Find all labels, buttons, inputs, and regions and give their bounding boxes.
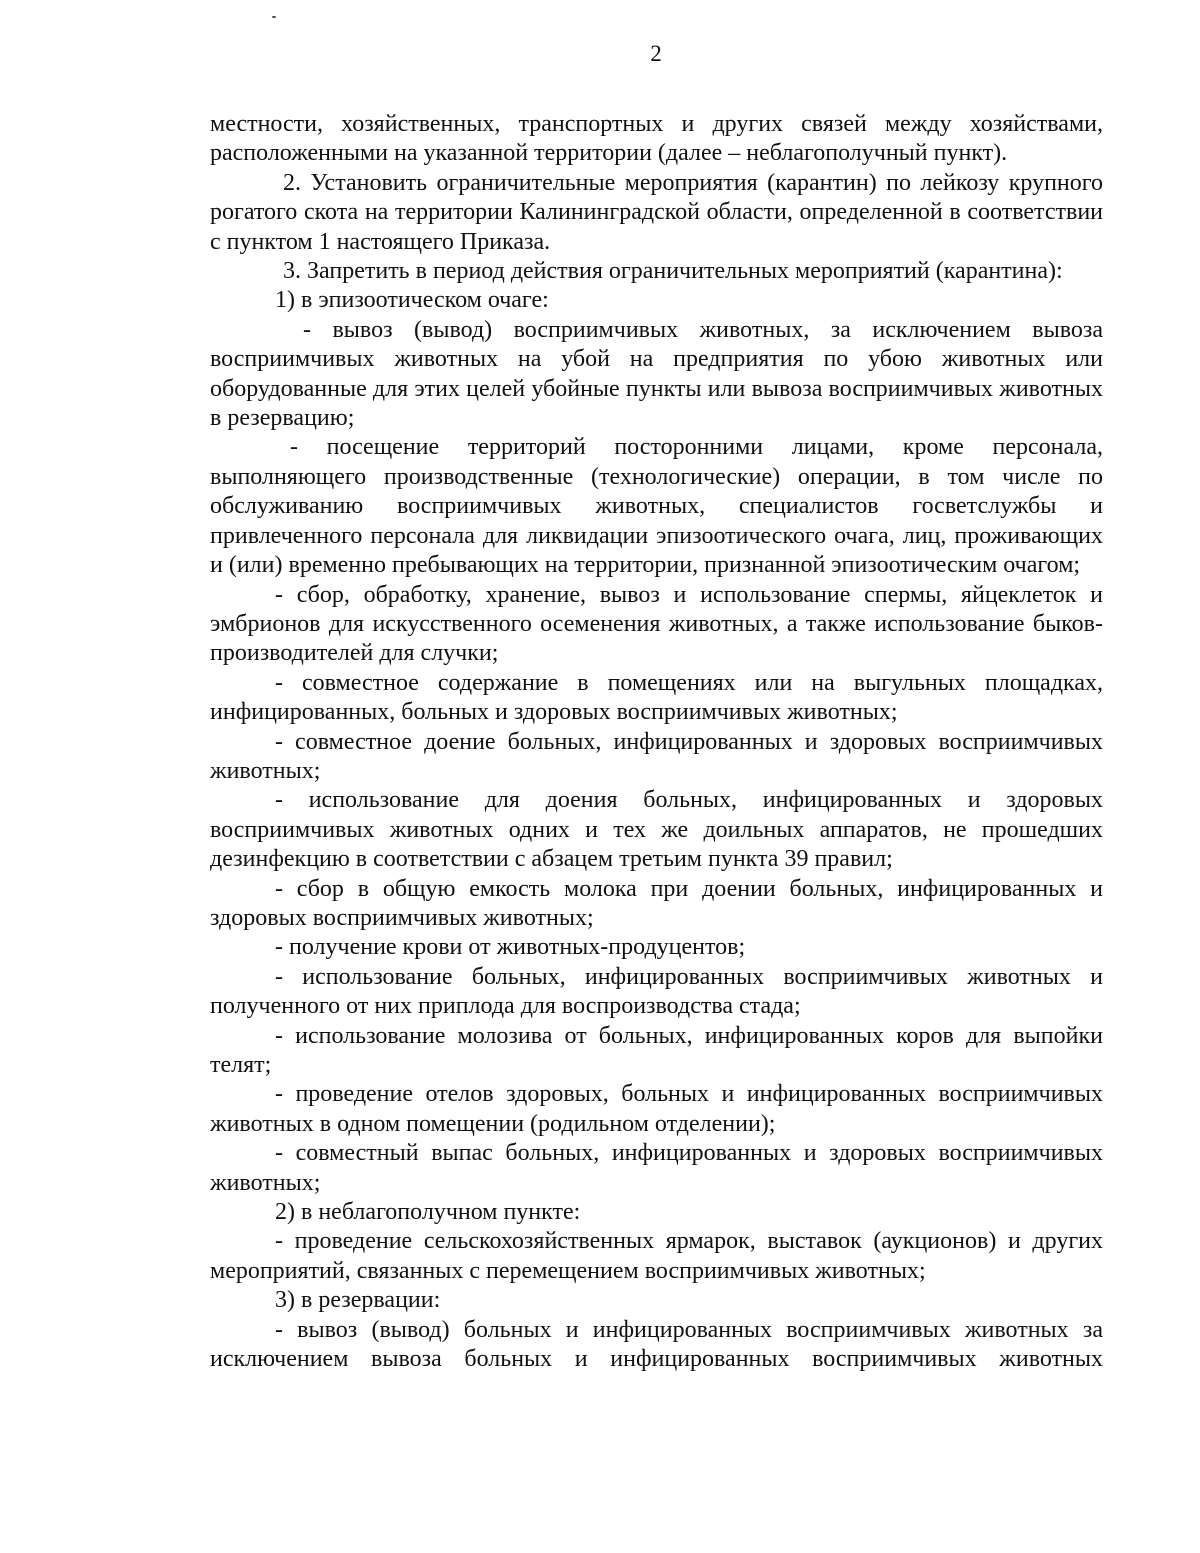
- list-item: - вывоз (вывод) восприимчивых животных, за исключением вывоза восприимчивых животных на убой на предприятия по убою животных или оборудованные для этих целей убойные пункты или вывоза восприимчивых животных в резервацию;: [210, 316, 1103, 432]
- list-item: - вывоз (вывод) больных и инфицированных восприимчивых животных за исключением вывоза больных и инфицированных восприимчивых животных: [210, 1316, 1103, 1373]
- list-item: - использование молозива от больных, инфицированных коров для выпойки телят;: [210, 1022, 1103, 1078]
- paragraph-item-3: 3. Запретить в период действия ограничительных мероприятий (карантина):: [283, 258, 1063, 285]
- list-item: - совместное доение больных, инфицированных и здоровых восприимчивых животных;: [210, 728, 1103, 784]
- list-item: - получение крови от животных-продуцентов;: [275, 934, 746, 961]
- list-item: - проведение отелов здоровых, больных и инфицированных восприимчивых животных в одном помещении (родильном отделении);: [210, 1081, 1103, 1137]
- list-item: - проведение сельскохозяйственных ярмарок, выставок (аукционов) и других мероприятий, связанных с перемещением восприимчивых животных;: [210, 1228, 1103, 1284]
- page-number: 2: [650, 41, 662, 66]
- subheading-episootic-focus: 1) в эпизоотическом очаге:: [275, 287, 549, 314]
- list-item: - совместный выпас больных, инфицированных и здоровых восприимчивых животных;: [210, 1140, 1103, 1196]
- scan-speck: [272, 16, 276, 18]
- subheading-reservation: 3) в резервации:: [275, 1287, 441, 1314]
- paragraph-continuation: местности, хозяйственных, транспортных и других связей между хозяйствами, расположенными на указанной территории (далее – неблагополучный пункт).: [210, 111, 1103, 167]
- subheading-unfavorable-point: 2) в неблагополучном пункте:: [275, 1199, 581, 1226]
- document-body: [210, 110, 1103, 1374]
- paragraph-item-2: 2. Установить ограничительные мероприятия (карантин) по лейкозу крупного рогатого скота на территории Калининградской области, определенной в соответствии с пунктом 1 настоящего Приказа.: [210, 169, 1103, 255]
- list-item: - совместное содержание в помещениях или на выгульных площадках, инфицированных, больных и здоровых восприимчивых животных;: [210, 669, 1103, 726]
- list-item: - посещение территорий посторонними лицами, кроме персонала, выполняющего производственные (технологические) операции, в том числе по обслуживанию восприимчивых животных, специалистов госветслужбы и привлеченного персонала для ликвидации эпизоотического очага, лиц, проживающих и (или) временно пребывающих на территории, признанной эпизоотическим очагом;: [210, 434, 1103, 579]
- list-item: - использование для доения больных, инфицированных и здоровых восприимчивых животных одних и тех же доильных аппаратов, не прошедших дезинфекцию в соответствии с абзацем третьим пункта 39 правил;: [210, 787, 1103, 873]
- list-item: - сбор в общую емкость молока при доении больных, инфицированных и здоровых восприимчивых животных;: [210, 875, 1103, 931]
- list-item: - сбор, обработку, хранение, вывоз и использование спермы, яйцеклеток и эмбрионов для искусственного осеменения животных, а также использование быков-производителей для случки;: [210, 581, 1103, 667]
- list-item: - использование больных, инфицированных восприимчивых животных и полученного от них приплода для воспроизводства стада;: [210, 963, 1103, 1020]
